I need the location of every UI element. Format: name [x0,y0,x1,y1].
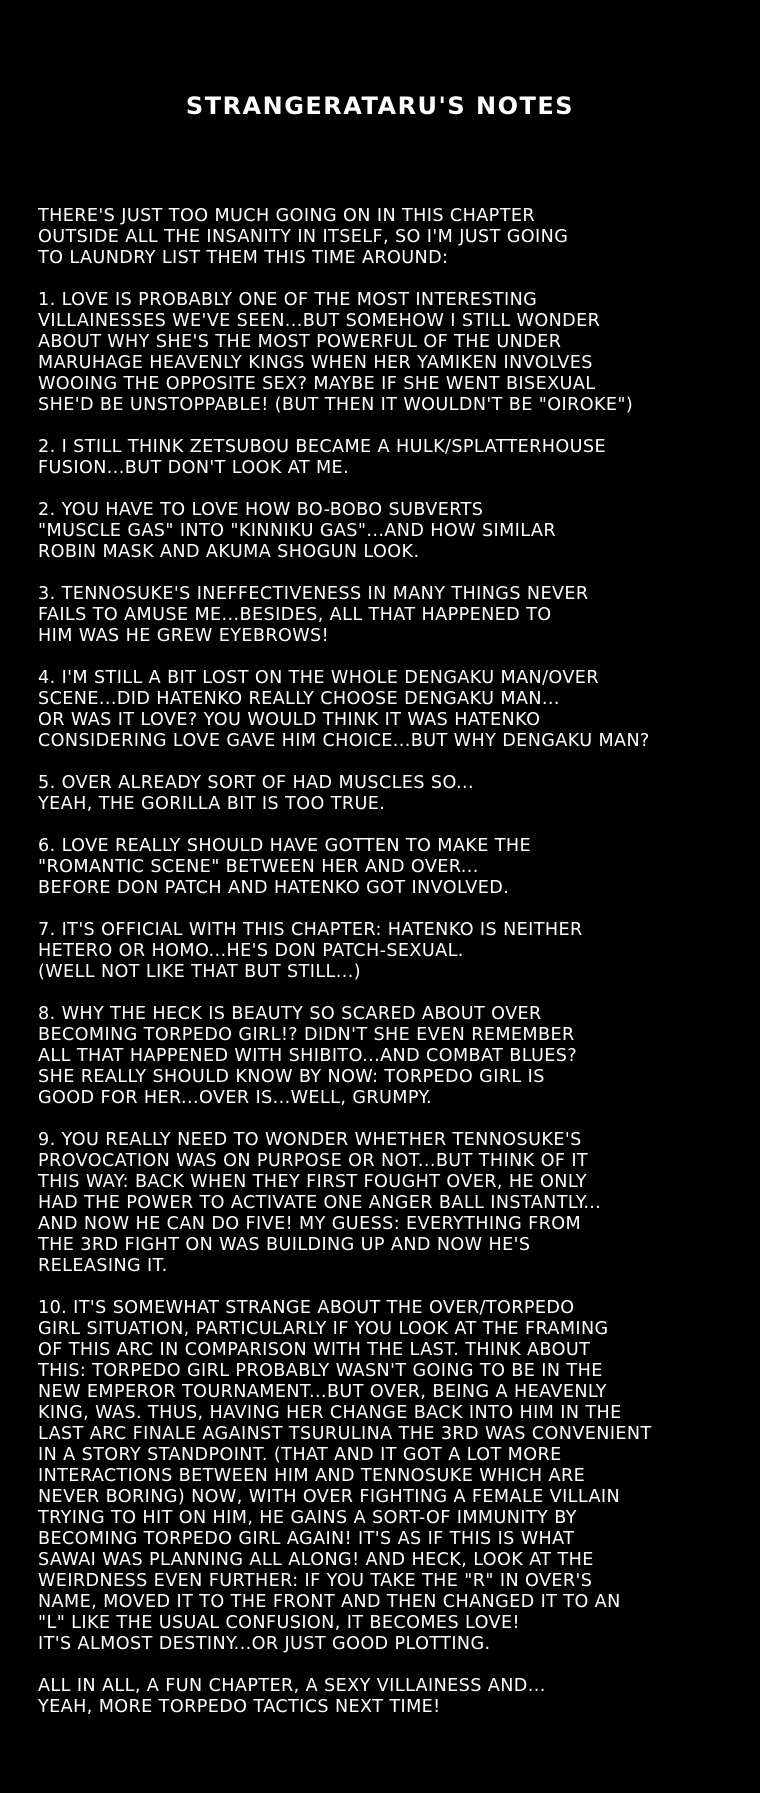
note-line: SAWAI WAS PLANNING ALL ALONG! AND HECK, LOOK AT THE [38,1550,594,1570]
note-paragraph [38,584,728,647]
note-line: KING, WAS. THUS, HAVING HER CHANGE BACK INTO HIM IN THE [38,1403,622,1423]
note-line: CONSIDERING LOVE GAVE HIM CHOICE...BUT WHY DENGAKU MAN? [38,731,650,751]
note-paragraph [38,500,728,563]
note-line: HIM WAS HE GREW EYEBROWS! [38,626,330,646]
note-line: SCENE...DID HATENKO REALLY CHOOSE DENGAKU MAN... [38,689,560,709]
note-line: WOOING THE OPPOSITE SEX? MAYBE IF SHE WENT BISEXUAL [38,374,596,394]
note-paragraph [38,668,728,752]
note-line: BECOMING TORPEDO GIRL!? DIDN'T SHE EVEN REMEMBER [38,1025,575,1045]
note-line: OF THIS ARC IN COMPARISON WITH THE LAST. THINK ABOUT [38,1340,591,1360]
note-line: YEAH, THE GORILLA BIT IS TOO TRUE. [38,794,386,814]
note-line: IN A STORY STANDPOINT. (THAT AND IT GOT A LOT MORE [38,1445,562,1465]
note-line: ABOUT WHY SHE'S THE MOST POWERFUL OF THE UNDER [38,332,562,352]
note-line: OR WAS IT LOVE? YOU WOULD THINK IT WAS HATENKO [38,710,541,730]
note-line: PROVOCATION WAS ON PURPOSE OR NOT...BUT THINK OF IT [38,1151,589,1171]
note-line: ALL IN ALL, A FUN CHAPTER, A SEXY VILLAINESS AND... [38,1676,546,1696]
note-paragraph [38,1004,728,1109]
note-line: ROBIN MASK AND AKUMA SHOGUN LOOK. [38,542,420,562]
note-line: (WELL NOT LIKE THAT BUT STILL...) [38,962,361,982]
note-line: "MUSCLE GAS" INTO "KINNIKU GAS"...AND HOW SIMILAR [38,521,556,541]
note-line: "L" LIKE THE USUAL CONFUSION, IT BECOMES LOVE! [38,1613,520,1633]
note-line: THE 3RD FIGHT ON WAS BUILDING UP AND NOW HE'S [38,1235,531,1255]
note-line: HETERO OR HOMO...HE'S DON PATCH-SEXUAL. [38,941,464,961]
note-line: "ROMANTIC SCENE" BETWEEN HER AND OVER... [38,857,479,877]
note-line: THERE'S JUST TOO MUCH GOING ON IN THIS CHAPTER [38,206,535,226]
note-line: BEFORE DON PATCH AND HATENKO GOT INVOLVED. [38,878,510,898]
note-line: THIS: TORPEDO GIRL PROBABLY WASN'T GOING TO BE IN THE [38,1361,603,1381]
page-title: STRANGERATARU'S NOTES [185,92,575,120]
note-line: NEVER BORING) NOW, WITH OVER FIGHTING A FEMALE VILLAIN [38,1487,621,1507]
note-line: 2. YOU HAVE TO LOVE HOW BO-BOBO SUBVERTS [38,500,484,520]
note-line: 10. IT'S SOMEWHAT STRANGE ABOUT THE OVER/TORPEDO [38,1298,575,1318]
note-line: VILLAINESSES WE'VE SEEN...BUT SOMEHOW I STILL WONDER [38,311,601,331]
note-line: 2. I STILL THINK ZETSUBOU BECAME A HULK/SPLATTERHOUSE [38,437,606,457]
note-line: 9. YOU REALLY NEED TO WONDER WHETHER TENNOSUKE'S [38,1130,582,1150]
note-line: YEAH, MORE TORPEDO TACTICS NEXT TIME! [38,1697,441,1717]
note-paragraph [38,920,728,983]
note-line: MARUHAGE HEAVENLY KINGS WHEN HER YAMIKEN INVOLVES [38,353,593,373]
note-line: FUSION...BUT DON'T LOOK AT ME. [38,458,350,478]
note-paragraph [38,290,728,416]
note-line: IT'S ALMOST DESTINY...OR JUST GOOD PLOTTING. [38,1634,491,1654]
note-line: AND NOW HE CAN DO FIVE! MY GUESS: EVERYTHING FROM [38,1214,582,1234]
note-paragraph [38,1676,728,1718]
note-line: 8. WHY THE HECK IS BEAUTY SO SCARED ABOUT OVER [38,1004,542,1024]
note-line: NEW EMPEROR TOURNAMENT...BUT OVER, BEING A HEAVENLY [38,1382,607,1402]
note-line: OUTSIDE ALL THE INSANITY IN ITSELF, SO I'M JUST GOING [38,227,569,247]
note-line: 3. TENNOSUKE'S INEFFECTIVENESS IN MANY THINGS NEVER [38,584,589,604]
note-paragraph [38,773,728,815]
note-line: WEIRDNESS EVEN FURTHER: IF YOU TAKE THE "R" IN OVER'S [38,1571,593,1591]
note-line: RELEASING IT. [38,1256,168,1276]
note-paragraph [38,206,728,269]
note-line: TO LAUNDRY LIST THEM THIS TIME AROUND: [38,248,449,268]
note-line: 6. LOVE REALLY SHOULD HAVE GOTTEN TO MAKE THE [38,836,532,856]
note-line: INTERACTIONS BETWEEN HIM AND TENNOSUKE WHICH ARE [38,1466,586,1486]
note-line: THIS WAY: BACK WHEN THEY FIRST FOUGHT OVER, HE ONLY [38,1172,587,1192]
note-line: GOOD FOR HER...OVER IS...WELL, GRUMPY. [38,1088,433,1108]
note-line: 5. OVER ALREADY SORT OF HAD MUSCLES SO... [38,773,474,793]
note-line: SHE REALLY SHOULD KNOW BY NOW: TORPEDO GIRL IS [38,1067,545,1087]
note-line: GIRL SITUATION, PARTICULARLY IF YOU LOOK AT THE FRAMING [38,1319,609,1339]
note-paragraph [38,1130,728,1277]
notes-body [38,206,728,1739]
note-line: TRYING TO HIT ON HIM, HE GAINS A SORT-OF IMMUNITY BY [38,1508,577,1528]
note-line: LAST ARC FINALE AGAINST TSURULINA THE 3RD WAS CONVENIENT [38,1424,652,1444]
note-line: HAD THE POWER TO ACTIVATE ONE ANGER BALL INSTANTLY... [38,1193,602,1213]
note-line: 4. I'M STILL A BIT LOST ON THE WHOLE DENGAKU MAN/OVER [38,668,599,688]
note-paragraph [38,1298,728,1655]
note-line: SHE'D BE UNSTOPPABLE! (BUT THEN IT WOULDN'T BE "OIROKE") [38,395,634,415]
note-paragraph [38,836,728,899]
note-paragraph [38,437,728,479]
note-line: BECOMING TORPEDO GIRL AGAIN! IT'S AS IF THIS IS WHAT [38,1529,575,1549]
note-line: FAILS TO AMUSE ME...BESIDES, ALL THAT HAPPENED TO [38,605,552,625]
note-line: ALL THAT HAPPENED WITH SHIBITO...AND COMBAT BLUES? [38,1046,578,1066]
note-line: 1. LOVE IS PROBABLY ONE OF THE MOST INTERESTING [38,290,538,310]
note-line: NAME, MOVED IT TO THE FRONT AND THEN CHANGED IT TO AN [38,1592,621,1612]
note-line: 7. IT'S OFFICIAL WITH THIS CHAPTER: HATENKO IS NEITHER [38,920,583,940]
